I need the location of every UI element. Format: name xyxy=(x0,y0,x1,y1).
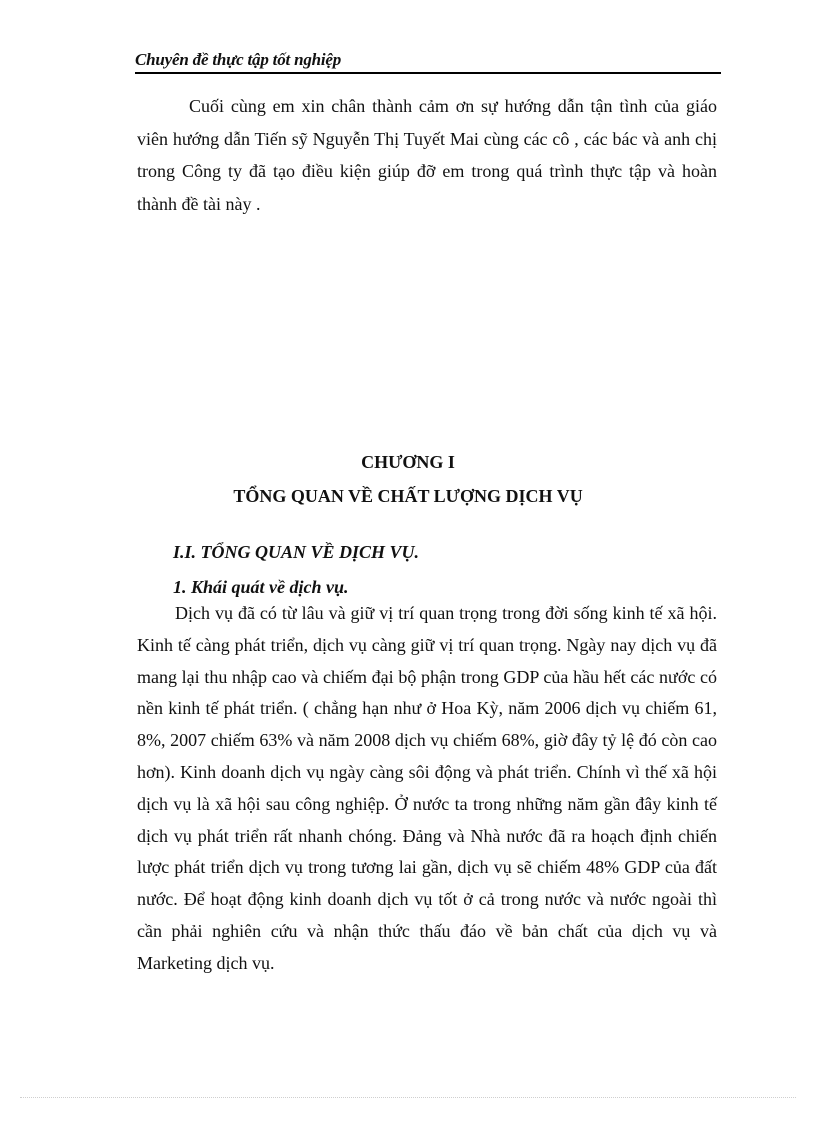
chapter-number: CHƯƠNG I xyxy=(361,452,455,472)
subsection-title: 1. Khái quát về dịch vụ. xyxy=(173,577,349,597)
header-title: Chuyên đề thực tập tốt nghiệp xyxy=(135,50,342,69)
page-bottom-divider xyxy=(20,1097,796,1098)
page-header xyxy=(135,48,721,74)
body-paragraph: Dịch vụ đã có từ lâu và giữ vị trí quan trọng trong đời sống kinh tế xã hội. Kinh tế càng phát triển, dịch vụ càng giữ vị trí quan trọng. Ngày nay dịch vụ đã mang lại thu nhập cao và chiếm đại bộ phận trong GDP của hầu hết các nước có nền kinh tế phát triển. ( chẳng hạn như ở Hoa Kỳ, năm 2006 dịch vụ chiếm 61, 8%, 2007 chiếm 63% và năm 2008 dịch vụ chiếm 68%, giờ đây tỷ lệ đó còn cao hơn). Kinh doanh dịch vụ ngày càng sôi động và phát triển. Chính vì thế xã hội dịch vụ là xã hội sau công nghiệp. Ở nước ta trong những năm gần đây kinh tế dịch vụ phát triển rất nhanh chóng. Đảng và Nhà nước đã ra hoạch định chiến lược phát triển dịch vụ trong tương lai gần, dịch vụ sẽ chiếm 48% GDP của đất nước. Để hoạt động kinh doanh dịch vụ tốt ở cả trong nước và nước ngoài thì cần phải nghiên cứu và nhận thức thấu đáo về bản chất của dịch vụ và Marketing dịch vụ. xyxy=(137,603,717,973)
section-title: I.I. TỔNG QUAN VỀ DỊCH VỤ. xyxy=(173,542,420,562)
acknowledgement-paragraph: Cuối cùng em xin chân thành cảm ơn sự hướng dẫn tận tình của giáo viên hướng dẫn Tiến sỹ Nguyễn Thị Tuyết Mai cùng các cô , các bác và anh chị trong Công ty đã tạo điều kiện giúp đỡ em trong quá trình thực tập và hoàn thành đề tài này . xyxy=(137,96,717,214)
chapter-title: TỔNG QUAN VỀ CHẤT LƯỢNG DỊCH VỤ xyxy=(233,486,583,506)
